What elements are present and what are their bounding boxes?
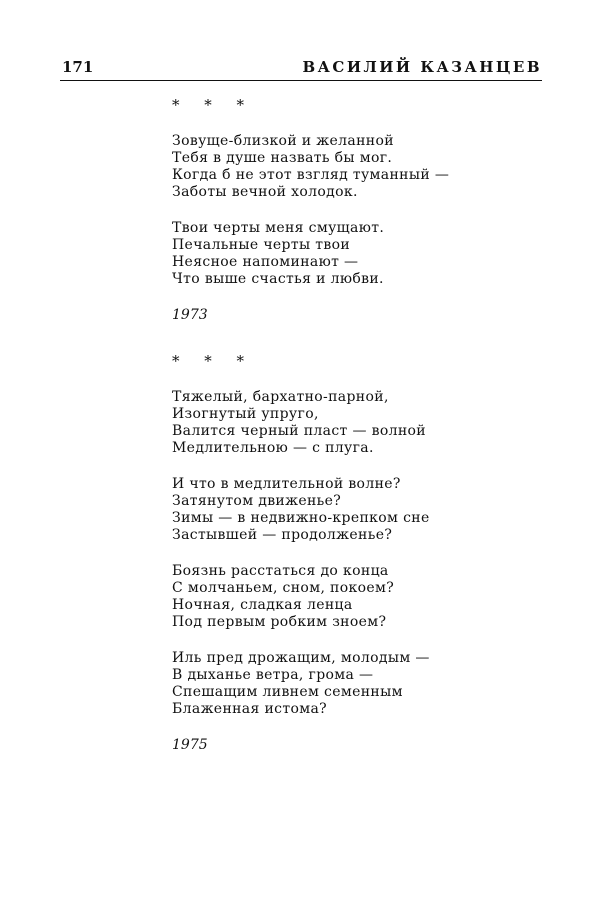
stanza — [172, 220, 552, 288]
poem-year: 1973 — [172, 307, 208, 323]
poem-2 — [172, 352, 552, 754]
poem-line: Что выше счастья и любви. — [172, 271, 384, 287]
poem-year: 1975 — [172, 737, 208, 753]
stanza — [172, 563, 552, 631]
poem-1 — [172, 96, 552, 324]
poem-line: Печальные черты твои — [172, 237, 351, 253]
poem-line: Твои черты меня смущают. — [172, 220, 385, 236]
header-rule — [60, 80, 542, 81]
stanza — [172, 476, 552, 544]
poem-line: Зимы — в недвижно-крепком сне — [172, 510, 430, 526]
poem-line: С молчаньем, сном, покоем? — [172, 580, 395, 596]
poem-line: Под первым робким зноем? — [172, 614, 387, 630]
poem-line: Иль пред дрожащим, молодым — — [172, 650, 430, 666]
page-number: 171 — [62, 58, 94, 76]
poem-line: Валится черный пласт — волной — [172, 423, 426, 439]
poem-line: В дыханье ветра, грома — — [172, 667, 374, 683]
poem-line: Заботы вечной холодок. — [172, 184, 358, 200]
poem-line: Зовуще-близкой и желанной — [172, 133, 394, 149]
poem-line: Медлительною — с плуга. — [172, 440, 374, 456]
poem-line: Неясное напоминают — — [172, 254, 359, 270]
poem-line: Застывшей — продолженье? — [172, 527, 393, 543]
poem-line: Блаженная истома? — [172, 701, 328, 717]
poem-line: Спешащим ливнем семенным — [172, 684, 403, 700]
poem-separator-asterisks: * * * — [172, 352, 255, 370]
poem-line: Ночная, сладкая ленца — [172, 597, 353, 613]
poem-line: Изогнутый упруго, — [172, 406, 319, 422]
poem-line: Тебя в душе назвать бы мог. — [172, 150, 393, 166]
poem-line: Затянутом движенье? — [172, 493, 342, 509]
poem-line: Тяжелый, бархатно-парной, — [172, 389, 389, 405]
poem-line: Боязнь расстаться до конца — [172, 563, 389, 579]
running-head-author: ВАСИЛИЙ КАЗАНЦЕВ — [302, 58, 542, 76]
poem-line: Когда б не этот взгляд туманный — — [172, 167, 450, 183]
stanza — [172, 133, 552, 201]
stanza — [172, 389, 552, 457]
poem-separator-asterisks: * * * — [172, 96, 255, 114]
stanza — [172, 650, 552, 718]
poem-line: И что в медлительной волне? — [172, 476, 401, 492]
